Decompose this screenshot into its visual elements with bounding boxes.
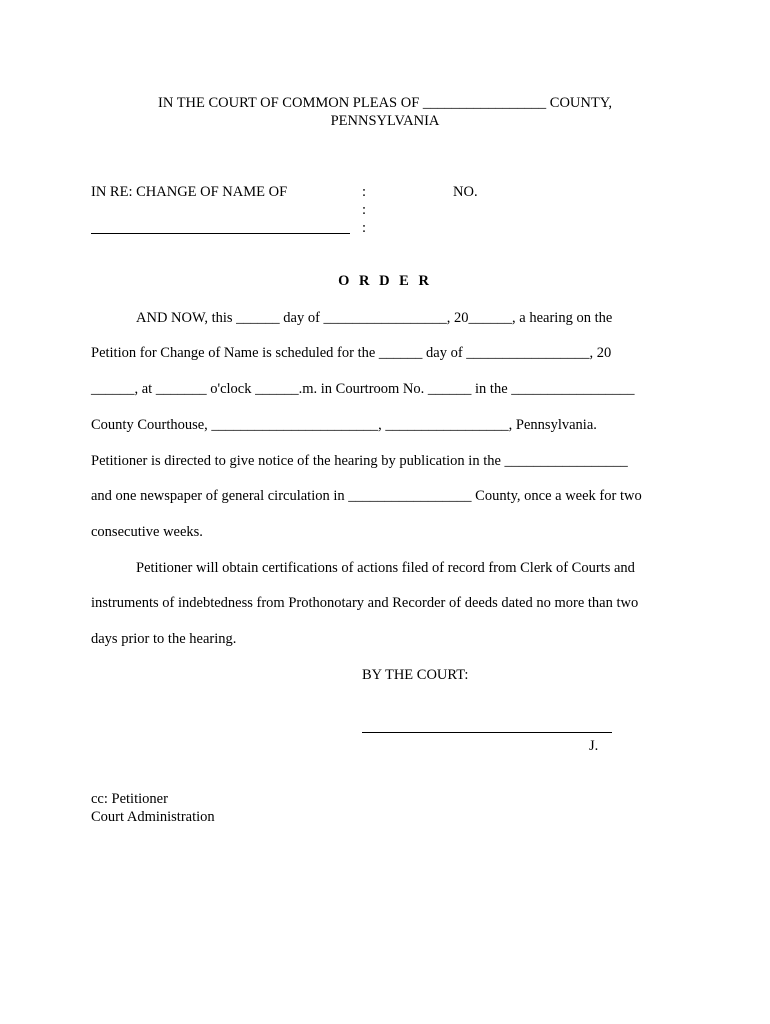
by-the-court-label: BY THE COURT: — [362, 667, 469, 683]
petitioner-name-blank — [91, 233, 350, 234]
court-header-line1: IN THE COURT OF COMMON PLEAS OF _________________ COUNTY, — [158, 95, 612, 111]
caption-colon-3: : — [362, 220, 367, 236]
body-p1-line1: AND NOW, this ______ day of _________________, 20______, a hearing on the — [136, 310, 613, 326]
body-p1-line6: and one newspaper of general circulation in _________________ County, once a week for two — [91, 488, 642, 504]
caption-colon-1: : — [362, 184, 367, 200]
judge-signature-line — [362, 732, 612, 733]
cc-court-administration: Court Administration — [91, 809, 215, 825]
body-p1-line4: County Courthouse, _______________________, _________________, Pennsylvania. — [91, 417, 597, 433]
body-p1-line5: Petitioner is directed to give notice of the hearing by publication in the _________________ — [91, 453, 628, 469]
body-p2-line1: Petitioner will obtain certifications of actions filed of record from Clerk of Courts and — [136, 560, 635, 576]
order-title: O R D E R — [338, 273, 432, 289]
body-p2-line2: instruments of indebtedness from Prothonotary and Recorder of deeds dated no more than two — [91, 595, 639, 611]
cc-petitioner: cc: Petitioner — [91, 791, 168, 807]
caption-number-label: NO. — [453, 184, 478, 200]
body-p2-line3: days prior to the hearing. — [91, 631, 237, 647]
body-p1-line3: ______, at _______ o'clock ______.m. in Courtroom No. ______ in the _________________ — [91, 381, 635, 397]
judge-suffix: J. — [589, 738, 599, 754]
caption-colon-2: : — [362, 202, 367, 218]
body-p1-line7: consecutive weeks. — [91, 524, 203, 540]
caption-in-re: IN RE: CHANGE OF NAME OF — [91, 184, 288, 200]
body-p1-line2: Petition for Change of Name is scheduled for the ______ day of _________________, 20 — [91, 345, 612, 361]
court-header-line2: PENNSYLVANIA — [330, 113, 440, 129]
